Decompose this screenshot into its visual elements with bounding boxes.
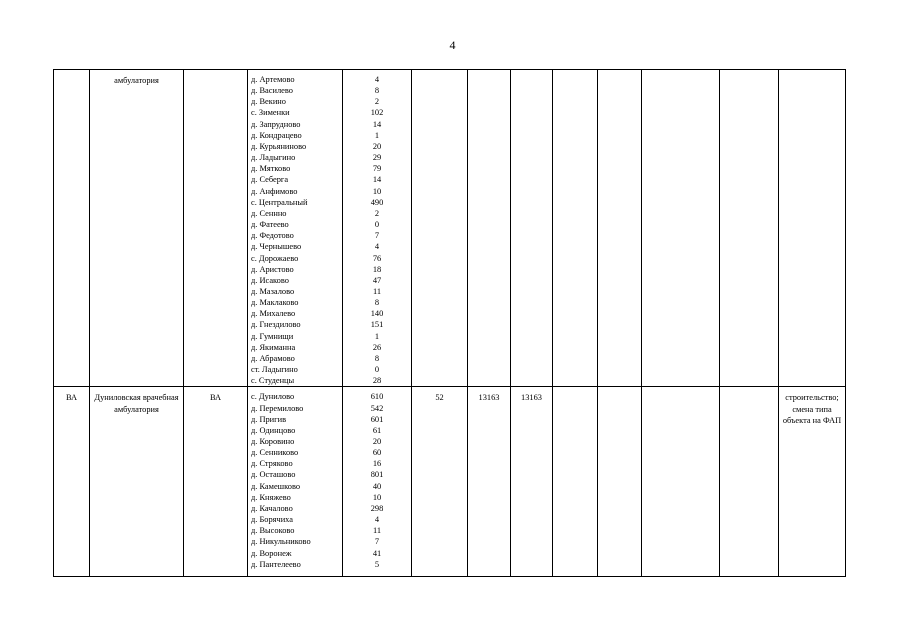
cell-col7 [468,70,511,387]
population-value: 20 [372,437,382,446]
population-value: 60 [372,448,382,458]
settlement-name: д. Воронеж [251,548,292,558]
cell-col6 [412,70,468,387]
population-value: 47 [372,275,382,285]
cell-population [343,387,412,577]
cell-name: амбулатория [90,70,184,387]
population-value: 151 [370,320,384,330]
population-value: 20 [372,141,382,151]
cell-col7: 13163 [468,387,511,577]
settlement-name: с. Зименки [251,108,290,118]
settlement-name: д. Федотово [251,231,294,241]
settlement-name: д. Анфимово [251,186,298,196]
population-value: 7 [374,537,380,547]
population-value: 0 [374,365,380,375]
cell-population [343,70,412,387]
settlement-name: ст. Ладыгино [251,365,298,375]
cell-col11 [642,387,720,577]
population-value: 490 [370,197,384,207]
population-list [343,391,411,570]
settlement-name: д. Фатеево [251,220,289,230]
settlement-name: д. Исаково [251,275,289,285]
settlement-name: д. Мазалово [251,286,295,296]
cell-col12 [720,387,779,577]
population-value: 11 [372,526,382,536]
population-value: 140 [370,309,384,319]
settlement-name: д. Маклаково [251,298,299,308]
population-value: 8 [374,298,380,308]
population-value: 5 [374,559,380,569]
cell-col6: 52 [412,387,468,577]
population-value: 40 [372,481,382,491]
population-value: 14 [372,119,382,129]
population-value: 26 [372,342,382,352]
cell-col8: 13163 [511,387,553,577]
cell-col10 [598,387,642,577]
cell-type [184,70,248,387]
population-value: 0 [374,220,380,230]
population-value: 610 [370,392,384,402]
settlement-name: д. Курьяниново [251,141,307,151]
population-value: 298 [370,503,384,513]
cell-code [54,70,90,387]
settlement-name: д. Михалево [251,309,296,319]
cell-col8 [511,70,553,387]
settlement-name: д. Стряково [251,459,293,469]
settlement-name: с. Студенцы [251,376,295,386]
settlement-name: д. Никульниково [251,537,311,547]
population-value: 76 [372,253,382,263]
population-value: 11 [372,286,382,296]
table-row [54,387,846,577]
cell-note: строительство; смена типа объекта на ФАП [779,387,846,577]
settlement-name: д. Качалово [251,503,293,513]
population-value: 29 [372,153,382,163]
population-value: 2 [374,97,380,107]
cell-name: Дуниловская врачебная амбулатория [90,387,184,577]
table-row [54,70,846,387]
population-value: 41 [372,548,382,558]
cell-col12 [720,70,779,387]
population-value: 8 [374,353,380,363]
population-value: 79 [372,164,382,174]
population-value: 4 [374,515,380,525]
population-value: 1 [374,130,380,140]
settlement-list [251,391,342,570]
cell-col10 [598,70,642,387]
population-value: 102 [370,108,384,118]
settlement-name: д. Борячиха [251,515,293,525]
settlement-name: д. Пантелеево [251,559,301,569]
settlement-name: д. Аристово [251,264,294,274]
settlement-name: д. Коровино [251,437,295,446]
cell-col9 [553,70,598,387]
population-value: 2 [374,208,380,218]
settlement-name: д. Мятково [251,164,291,174]
cell-col11 [642,70,720,387]
settlement-name: д. Одинцово [251,425,296,435]
settlement-name: д. Векино [251,97,286,107]
settlement-name: д. Якиманна [251,342,296,352]
cell-code: ВА [54,387,90,577]
settlement-name: с. Центральный [251,197,308,207]
cell-settlements [248,387,343,577]
settlement-name: д. Ладыгино [251,153,296,163]
settlement-name: д. Перемилово [251,403,304,413]
cell-type: ВА [184,387,248,577]
population-value: 542 [370,403,384,413]
population-value: 1 [374,331,380,341]
population-value: 801 [370,470,384,480]
page-number: 4 [449,38,456,52]
settlement-name: с. Дунилово [251,392,295,402]
population-value: 14 [372,175,382,185]
population-value: 8 [374,86,380,96]
settlement-name: д. Василево [251,86,293,96]
registry-table [53,69,846,577]
settlement-name: с. Дорожаево [251,253,299,263]
population-value: 18 [372,264,382,274]
population-value: 28 [372,376,382,386]
settlement-name: д. Артемово [251,75,295,84]
settlement-name: д. Себерга [251,175,289,185]
population-list [343,74,411,386]
settlement-name: д. Сенниково [251,448,299,458]
settlement-list [251,74,342,386]
settlement-name: д. Осташово [251,470,296,480]
settlement-name: д. Чернышево [251,242,302,252]
settlement-name: д. Сеннно [251,208,287,218]
settlement-name: д. Камешково [251,481,301,491]
population-value: 4 [374,242,380,252]
settlement-name: д. Кондрацево [251,130,302,140]
settlement-name: д. Гнездилово [251,320,301,330]
settlement-name: д. Высоково [251,526,295,536]
settlement-name: д. Пригив [251,414,287,424]
settlement-name: д. Княжево [251,492,291,502]
population-value: 4 [374,75,380,84]
population-value: 7 [374,231,380,241]
cell-col9 [553,387,598,577]
settlement-name: д. Запрудново [251,119,301,129]
cell-settlements [248,70,343,387]
settlement-name: д. Гумнищи [251,331,294,341]
settlement-name: д. Абрамово [251,353,295,363]
table-body [54,70,846,577]
population-value: 61 [372,425,382,435]
cell-note [779,70,846,387]
population-value: 10 [372,492,382,502]
population-value: 16 [372,459,382,469]
population-value: 601 [370,414,384,424]
population-value: 10 [372,186,382,196]
